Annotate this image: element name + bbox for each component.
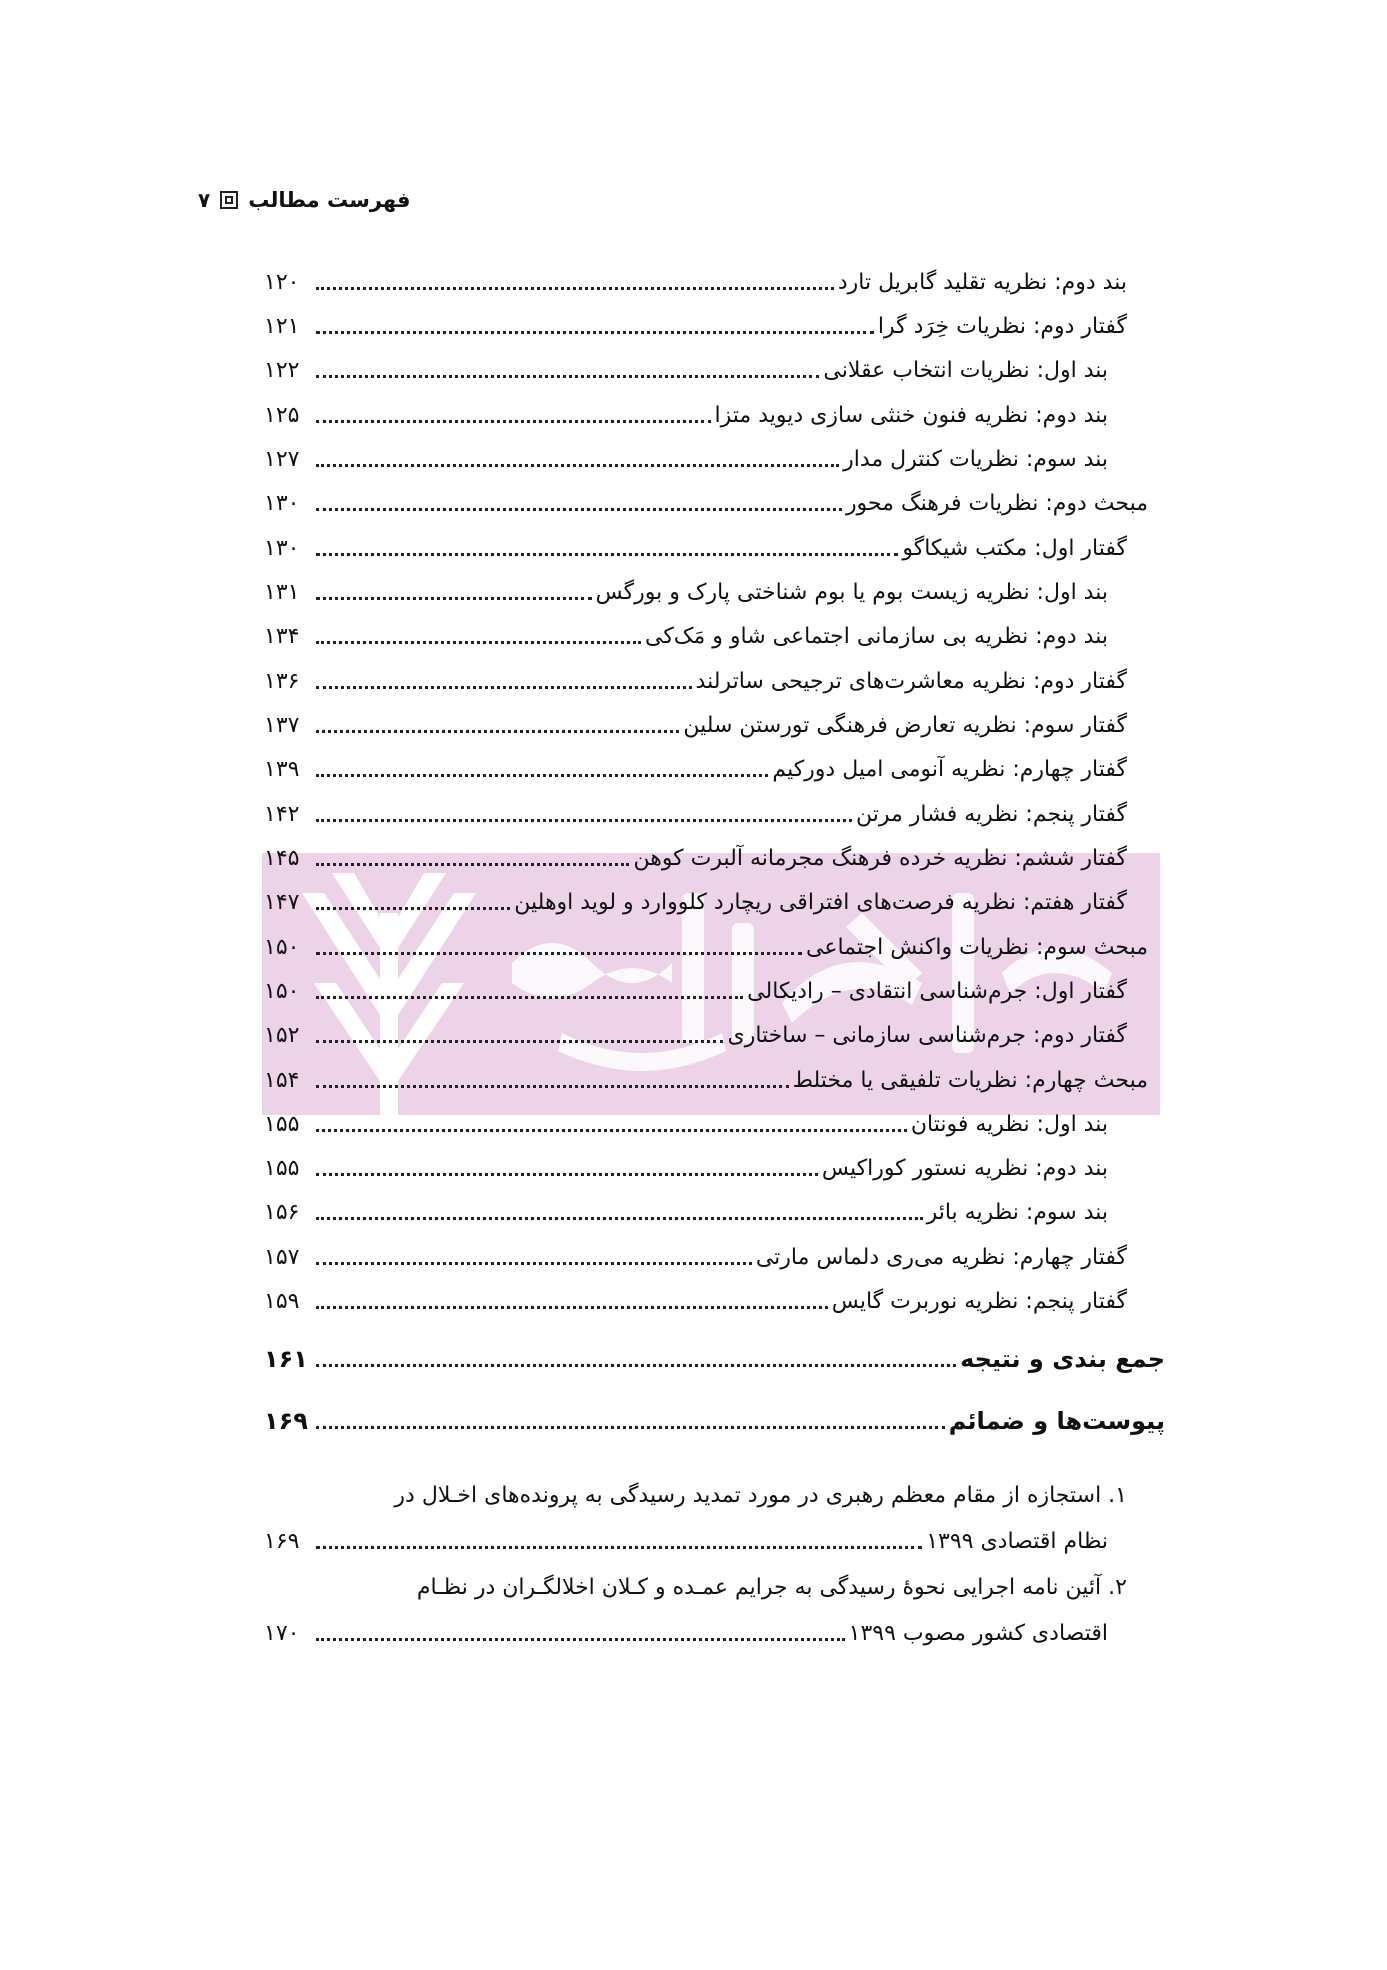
dot-leader [316, 508, 842, 511]
toc-entry-title: بند دوم: نظریه بی سازمانی اجتماعی شاو و مَک‌کی [644, 623, 1108, 649]
toc-entry-title: گفتار دوم: نظریه معاشرت‌های ترجیحی ساترلند [695, 668, 1127, 694]
square-ornament-icon [220, 191, 238, 209]
appendix-entry-page: ۱۷۰ [264, 1620, 300, 1646]
toc-entry-title: گفتار هفتم: نظریه فرصت‌های افتراقی ریچارد کلووارد و لوید اوهلین [514, 889, 1127, 915]
toc-entry-page: ۱۵۴ [264, 1067, 300, 1093]
toc-entry-page: ۱۳۶ [264, 668, 300, 694]
dot-leader [316, 1426, 945, 1429]
toc-entry-title: گفتار اول: جرم‌شناسی انتقادی – رادیکالی [747, 978, 1127, 1004]
toc-entry [264, 1102, 1108, 1146]
toc-entry [264, 880, 1127, 924]
toc-entry [264, 260, 1127, 304]
toc-entry [264, 659, 1127, 703]
toc-entry-title: گفتار سوم: نظریه تعارض فرهنگی تورستن سلین [683, 712, 1127, 738]
dot-leader [316, 686, 692, 689]
header-page-number: ۷ [198, 188, 211, 212]
dot-leader [316, 996, 743, 999]
toc-entry [264, 570, 1108, 614]
toc-entry-title: گفتار اول: مکتب شیکاگو [902, 535, 1127, 561]
toc-entry [264, 304, 1127, 348]
toc-entry [264, 526, 1127, 570]
toc-entry-title: گفتار دوم: جرم‌شناسی سازمانی – ساختاری [727, 1022, 1127, 1048]
toc-entry [264, 1013, 1127, 1057]
toc-entry-title: گفتار پنجم: نظریه فشار مرتن [855, 801, 1127, 827]
toc-entry-page: ۱۴۲ [264, 801, 300, 827]
toc-entry-title: بند اول: نظریات انتخاب عقلانی [823, 357, 1108, 383]
toc-entry [264, 348, 1108, 392]
toc-entry [264, 836, 1127, 880]
toc-entry-page: ۱۳۴ [264, 623, 300, 649]
dot-leader [316, 730, 679, 733]
toc-entry-page: ۱۳۰ [264, 490, 300, 516]
dot-leader [316, 1217, 923, 1220]
dot-leader [316, 1306, 828, 1309]
toc-main-entry-page: ۱۶۱ [264, 1345, 308, 1373]
toc-entry-page: ۱۴۷ [264, 889, 300, 915]
dot-leader [316, 1546, 922, 1549]
toc-entry-page: ۱۳۹ [264, 756, 300, 782]
toc-entry-title: گفتار چهارم: نظریه آنومی امیل دورکیم [772, 756, 1127, 782]
appendix-entry-page: ۱۶۹ [264, 1528, 300, 1554]
dot-leader [316, 1364, 956, 1367]
toc-main-entry [264, 1399, 1165, 1443]
dot-leader [316, 863, 629, 866]
appendix-entry-line2 [264, 1519, 1108, 1563]
appendix-entry-text: نظام اقتصادی ۱۳۹۹ [926, 1528, 1108, 1554]
toc-entry-page: ۱۵۷ [264, 1244, 300, 1270]
toc-entry-page: ۱۵۶ [264, 1199, 300, 1225]
appendix-entry-text: اقتصادی کشور مصوب ۱۳۹۹ [848, 1620, 1108, 1646]
toc-entry-page: ۱۳۰ [264, 535, 300, 561]
toc-entry-title: بند اول: نظریه فونتان [910, 1111, 1108, 1137]
dot-leader [316, 420, 711, 423]
toc-main-entry-page: ۱۶۹ [264, 1407, 308, 1435]
running-header [198, 178, 411, 222]
toc-entry-page: ۱۵۲ [264, 1022, 300, 1048]
toc-entry-page: ۱۲۱ [264, 313, 300, 339]
header-title: فهرست مطالب [248, 188, 411, 212]
toc-entry-title: گفتار دوم: نظریات خِرَد گرا [877, 313, 1127, 339]
toc-entry [264, 614, 1108, 658]
dot-leader [316, 1173, 818, 1176]
dot-leader [316, 819, 852, 822]
toc-entry [264, 792, 1127, 836]
toc-entry [264, 437, 1108, 481]
appendix-entry-line1 [302, 1565, 1127, 1609]
toc-entry [264, 1279, 1127, 1323]
toc-entry-page: ۱۵۵ [264, 1111, 300, 1137]
toc-entry-page: ۱۳۱ [264, 579, 300, 605]
toc-entry [264, 1058, 1148, 1102]
dot-leader [316, 774, 768, 777]
dot-leader [316, 553, 898, 556]
toc-entry-page: ۱۵۹ [264, 1288, 300, 1314]
toc-entry-title: گفتار ششم: نظریه خرده فرهنگ مجرمانه آلبرت کوهن [633, 845, 1127, 871]
toc-entry-title: بند دوم: نظریه فنون خنثی سازی دیوید متزا [714, 402, 1108, 428]
dot-leader [316, 287, 834, 290]
toc-entry-title: بند دوم: نظریه تقلید گابریل تارد [837, 269, 1127, 295]
appendix-entry-text: ۱. استجازه از مقام معظم رهبری در مورد تمدید رسیدگی به پرونده‌های اخـلال در [394, 1482, 1127, 1508]
dot-leader [316, 1262, 752, 1265]
dot-leader [316, 1085, 789, 1088]
toc-entry-title: بند سوم: نظریات کنترل مدار [843, 446, 1108, 472]
toc-entry-page: ۱۲۲ [264, 357, 300, 383]
toc-entry-title: گفتار پنجم: نظریه نوربرت گایس [831, 1288, 1127, 1314]
dot-leader [316, 464, 839, 467]
toc-main-entry-title: جمع بندی و نتیجه [960, 1345, 1165, 1373]
toc-entry-title: مبحث سوم: نظریات واکنش اجتماعی [805, 934, 1148, 960]
dot-leader [316, 1638, 845, 1641]
toc-entry-title: مبحث دوم: نظریات فرهنگ محور [845, 490, 1148, 516]
toc-entry-page: ۱۲۰ [264, 269, 300, 295]
toc-entry [264, 1146, 1108, 1190]
toc-entry [264, 393, 1108, 437]
dot-leader [316, 641, 641, 644]
dot-leader [316, 1040, 723, 1043]
appendix-entry-line1 [302, 1473, 1127, 1517]
toc-main-entry-title: پیوست‌ها و ضمائم [948, 1407, 1165, 1435]
toc-entry-page: ۱۴۵ [264, 845, 300, 871]
toc-entry-title: گفتار چهارم: نظریه می‌ری دلماس مارتی [755, 1244, 1127, 1270]
toc-entry [264, 1235, 1127, 1279]
toc-entry-page: ۱۲۵ [264, 402, 300, 428]
dot-leader [316, 1129, 907, 1132]
toc-entry [264, 925, 1148, 969]
toc-entry-title: بند دوم: نظریه نستور کوراکیس [821, 1155, 1108, 1181]
toc-entry [264, 747, 1127, 791]
toc-entry-page: ۱۲۷ [264, 446, 300, 472]
appendix-entry-line2 [264, 1611, 1108, 1655]
toc-entry-page: ۱۵۰ [264, 934, 300, 960]
toc-entry-title: بند اول: نظریه زیست بوم یا بوم شناختی پارک و بورگس [595, 579, 1108, 605]
dot-leader [316, 597, 592, 600]
toc-entry-title: مبحث چهارم: نظریات تلفیقی یا مختلط [792, 1067, 1148, 1093]
toc-entry-page: ۱۵۵ [264, 1155, 300, 1181]
appendix-entry-text: ۲. آئین نامه اجرایی نحوهٔ رسیدگی به جرایم عمـده و کـلان اخلالگـران در نظـام [416, 1574, 1127, 1600]
toc-main-entry [264, 1337, 1165, 1381]
toc-entry-title: بند سوم: نظریه بائر [926, 1199, 1108, 1225]
toc-entry [264, 481, 1148, 525]
dot-leader [316, 907, 510, 910]
toc-entry [264, 969, 1127, 1013]
toc-entry-page: ۱۵۰ [264, 978, 300, 1004]
toc-entry [264, 703, 1127, 747]
toc-entry [264, 1190, 1108, 1234]
dot-leader [316, 331, 874, 334]
dot-leader [316, 952, 802, 955]
dot-leader [316, 375, 819, 378]
toc-entry-page: ۱۳۷ [264, 712, 300, 738]
